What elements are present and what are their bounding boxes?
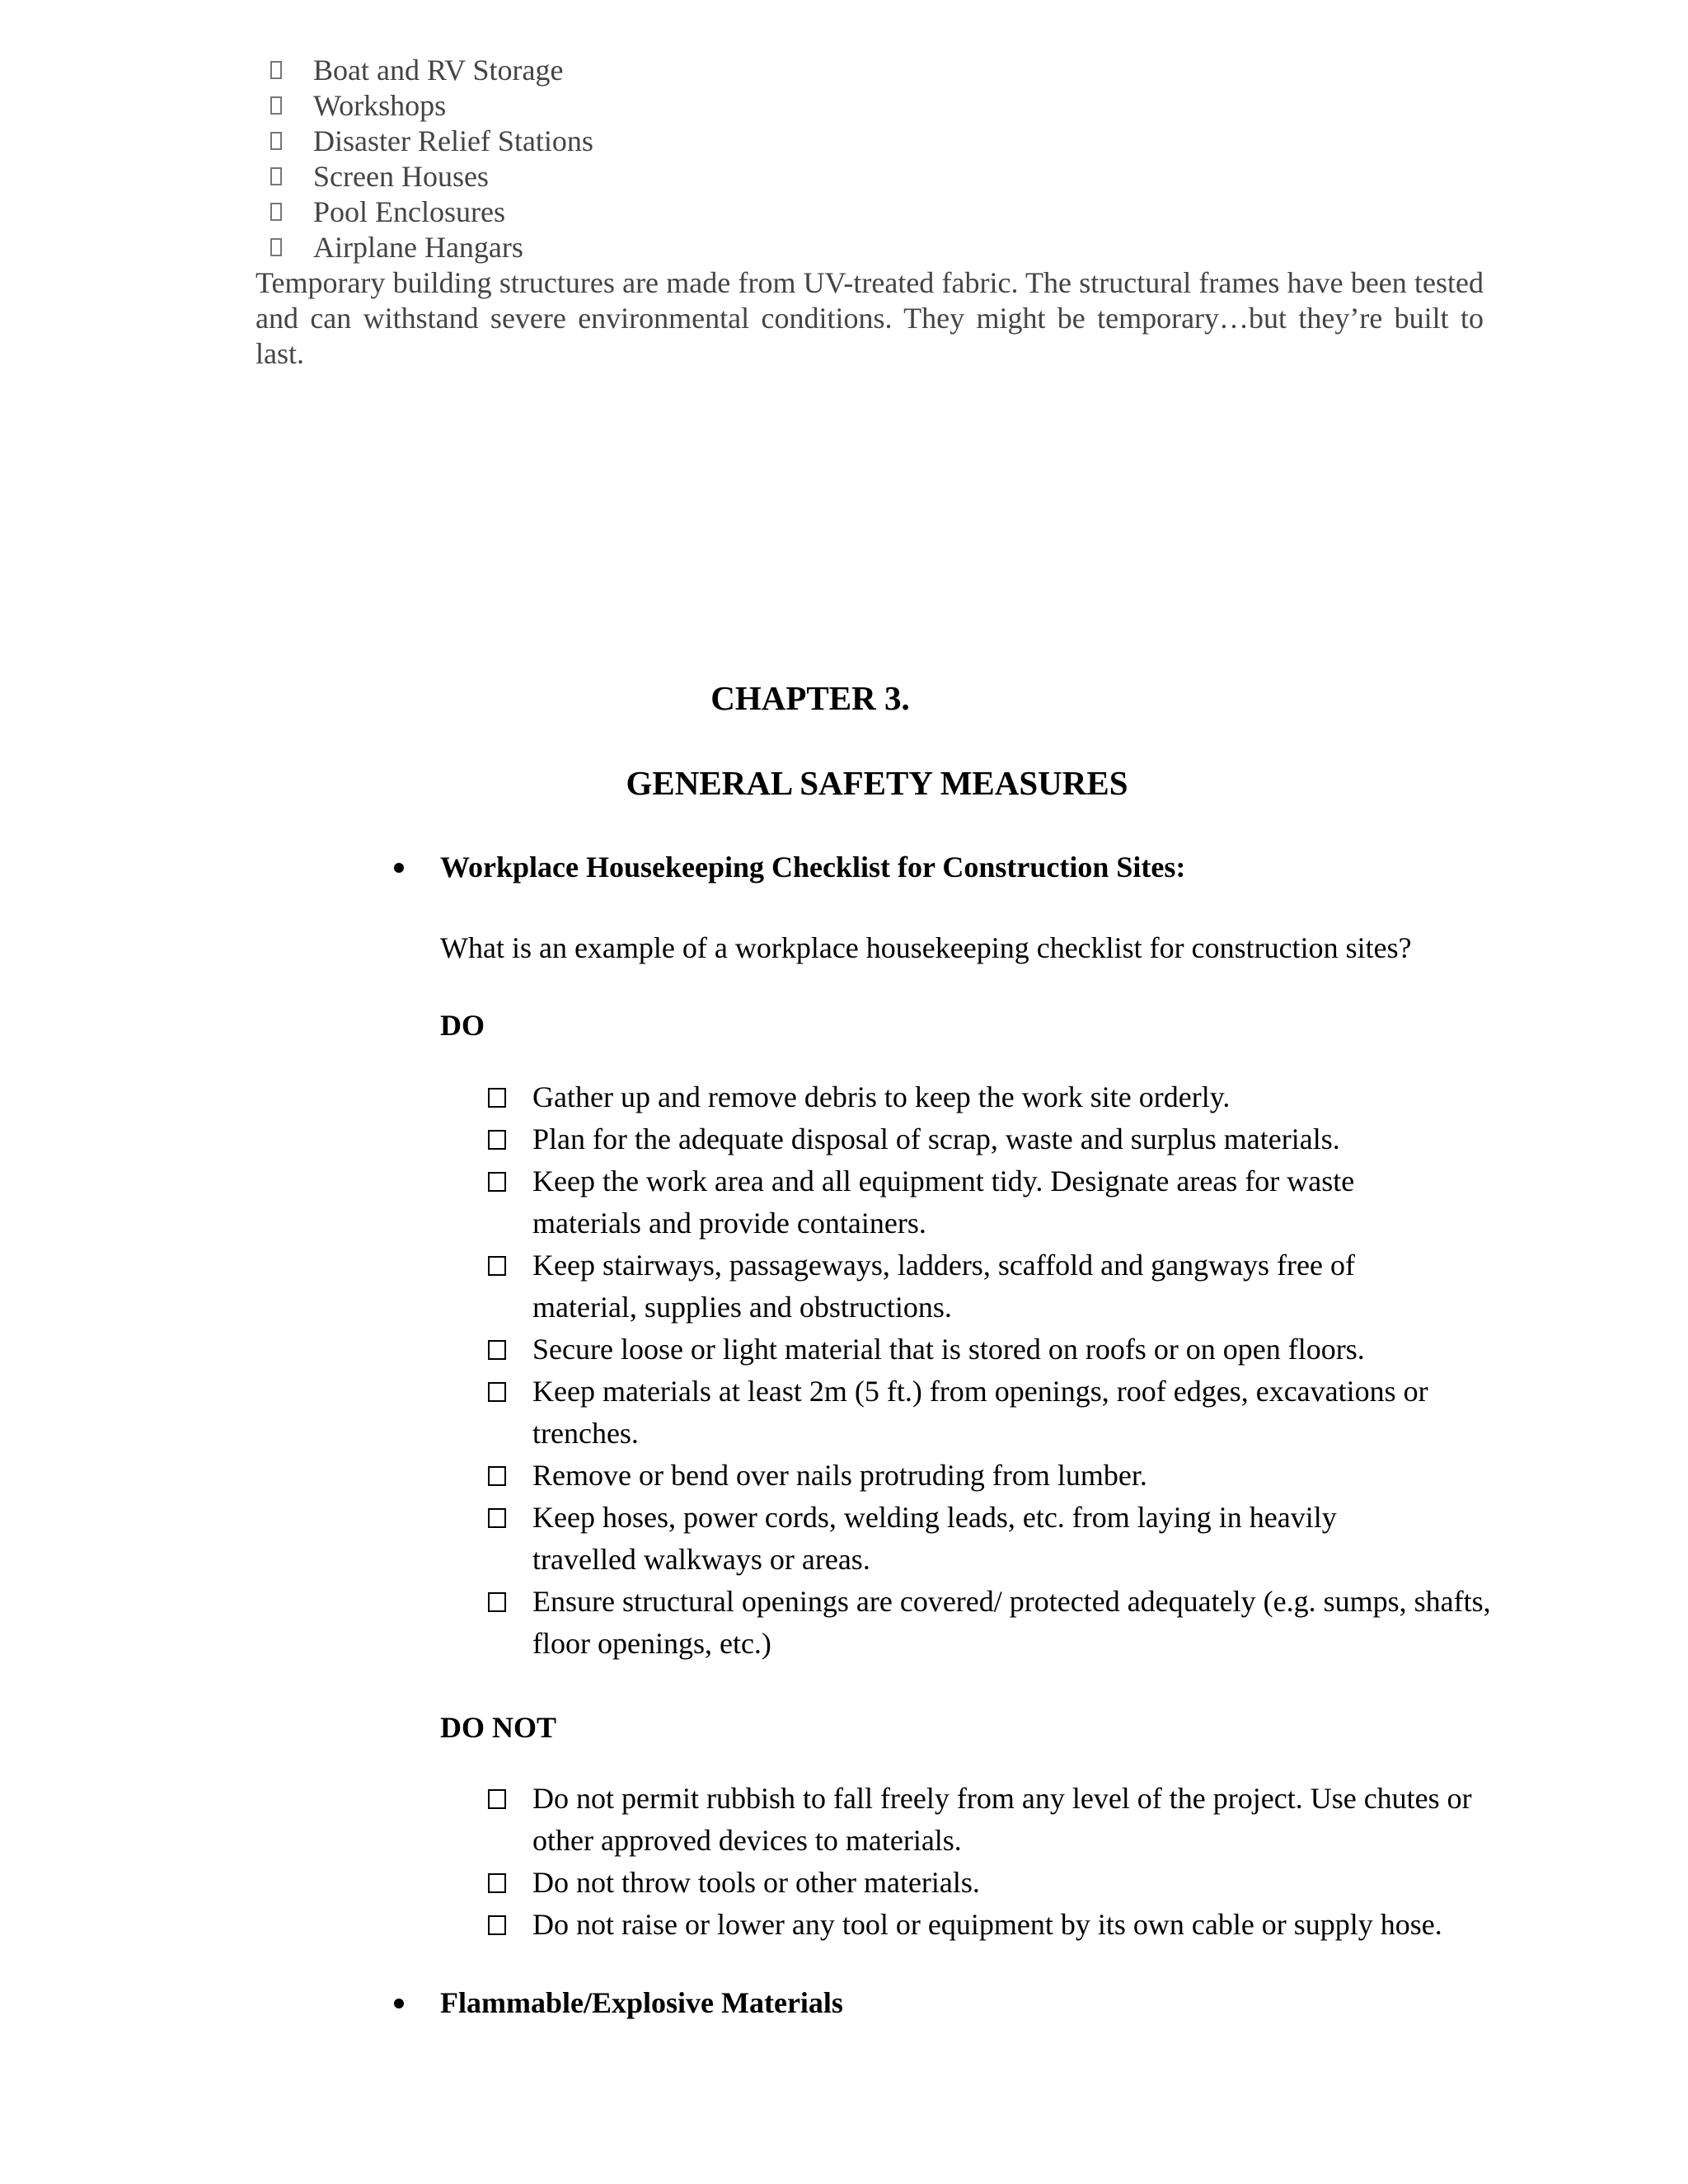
structure-uses-list	[256, 53, 1492, 265]
checklist-item	[488, 1862, 1502, 1904]
checkbox-icon	[488, 1873, 506, 1893]
missing-glyph-bullet-icon	[270, 61, 282, 79]
checkbox-icon	[488, 1466, 506, 1486]
checklist-item-text: Gather up and remove debris to keep the work site orderly.	[532, 1080, 1231, 1113]
list-item-label: Airplane Hangars	[313, 231, 523, 264]
section-heading-text: Workplace Housekeeping Checklist for Construction Sites:	[440, 851, 1186, 883]
checkbox-icon	[488, 1256, 506, 1276]
list-item	[256, 194, 1492, 230]
do-checklist	[488, 1076, 1502, 1665]
list-item-label: Disaster Relief Stations	[313, 124, 593, 157]
checklist-item-text: Remove or bend over nails protruding from lumber.	[532, 1459, 1147, 1492]
section-heading-text: Flammable/Explosive Materials	[440, 1986, 843, 2019]
checklist-item-text: Ensure structural openings are covered/ protected adequately (e.g. sumps, shafts, floor openings, etc.)	[532, 1585, 1491, 1660]
checklist-item	[488, 1118, 1502, 1160]
list-item	[256, 159, 1492, 194]
chapter-subtitle: GENERAL SAFETY MEASURES	[626, 764, 1128, 802]
checklist-item-text: Do not permit rubbish to fall freely from any level of the project. Use chutes or other approved devices to materials.	[532, 1782, 1472, 1857]
checkbox-icon	[488, 1508, 506, 1528]
checkbox-icon	[488, 1088, 506, 1108]
missing-glyph-bullet-icon	[270, 203, 282, 221]
list-item-label: Boat and RV Storage	[313, 54, 564, 87]
checkbox-icon	[488, 1592, 506, 1612]
list-item	[256, 230, 1492, 265]
checkbox-icon	[488, 1130, 506, 1150]
checklist-item	[488, 1371, 1502, 1455]
list-item	[256, 124, 1492, 159]
checklist-item	[488, 1455, 1502, 1497]
missing-glyph-bullet-icon	[270, 132, 282, 150]
chapter-title: CHAPTER 3.	[710, 679, 910, 717]
checklist-item	[488, 1778, 1502, 1862]
checklist-item	[488, 1076, 1502, 1118]
checklist-item	[488, 1497, 1502, 1581]
missing-glyph-bullet-icon	[270, 167, 282, 185]
checklist-item	[488, 1581, 1502, 1665]
checklist-item	[488, 1329, 1502, 1371]
list-item	[256, 53, 1492, 88]
do-not-label: DO NOT	[440, 1711, 557, 1744]
list-item-label: Pool Enclosures	[313, 195, 505, 228]
intro-paragraph: Temporary building structures are made from UV-treated fabric. The structural frames have been tested and can withstand severe environmental conditions. They might be temporary…but they’re built to last.	[256, 266, 1484, 370]
checklist-item-text: Keep the work area and all equipment tidy. Designate areas for waste materials and provide containers.	[532, 1165, 1355, 1240]
checkbox-icon	[488, 1340, 506, 1360]
do-label: DO	[440, 1009, 485, 1042]
bullet-icon	[394, 863, 404, 873]
checklist-item	[488, 1244, 1502, 1329]
checklist-item-text: Secure loose or light material that is stored on roofs or on open floors.	[532, 1333, 1365, 1366]
checkbox-icon	[488, 1915, 506, 1935]
list-item-label: Screen Houses	[313, 160, 489, 193]
checklist-item-text: Keep materials at least 2m (5 ft.) from openings, roof edges, excavations or trenches.	[532, 1375, 1428, 1450]
missing-glyph-bullet-icon	[270, 238, 282, 256]
checklist-item	[488, 1160, 1502, 1244]
checkbox-icon	[488, 1172, 506, 1192]
checkbox-icon	[488, 1789, 506, 1809]
checklist-item-text: Keep hoses, power cords, welding leads, etc. from laying in heavily travelled walkways or areas.	[532, 1501, 1337, 1576]
checkbox-icon	[488, 1382, 506, 1402]
checklist-item-text: Keep stairways, passageways, ladders, scaffold and gangways free of material, supplies and obstructions.	[532, 1249, 1355, 1324]
list-item	[256, 88, 1492, 124]
missing-glyph-bullet-icon	[270, 96, 282, 115]
checklist-item-text: Do not raise or lower any tool or equipment by its own cable or supply hose.	[532, 1908, 1442, 1941]
checklist-item	[488, 1904, 1502, 1946]
section-question: What is an example of a workplace housekeeping checklist for construction sites?	[440, 931, 1412, 964]
bullet-icon	[394, 1999, 404, 2008]
list-item-label: Workshops	[313, 89, 447, 122]
checklist-item-text: Plan for the adequate disposal of scrap, waste and surplus materials.	[532, 1122, 1340, 1155]
checklist-item-text: Do not throw tools or other materials.	[532, 1866, 980, 1899]
do-not-checklist	[488, 1778, 1502, 1946]
